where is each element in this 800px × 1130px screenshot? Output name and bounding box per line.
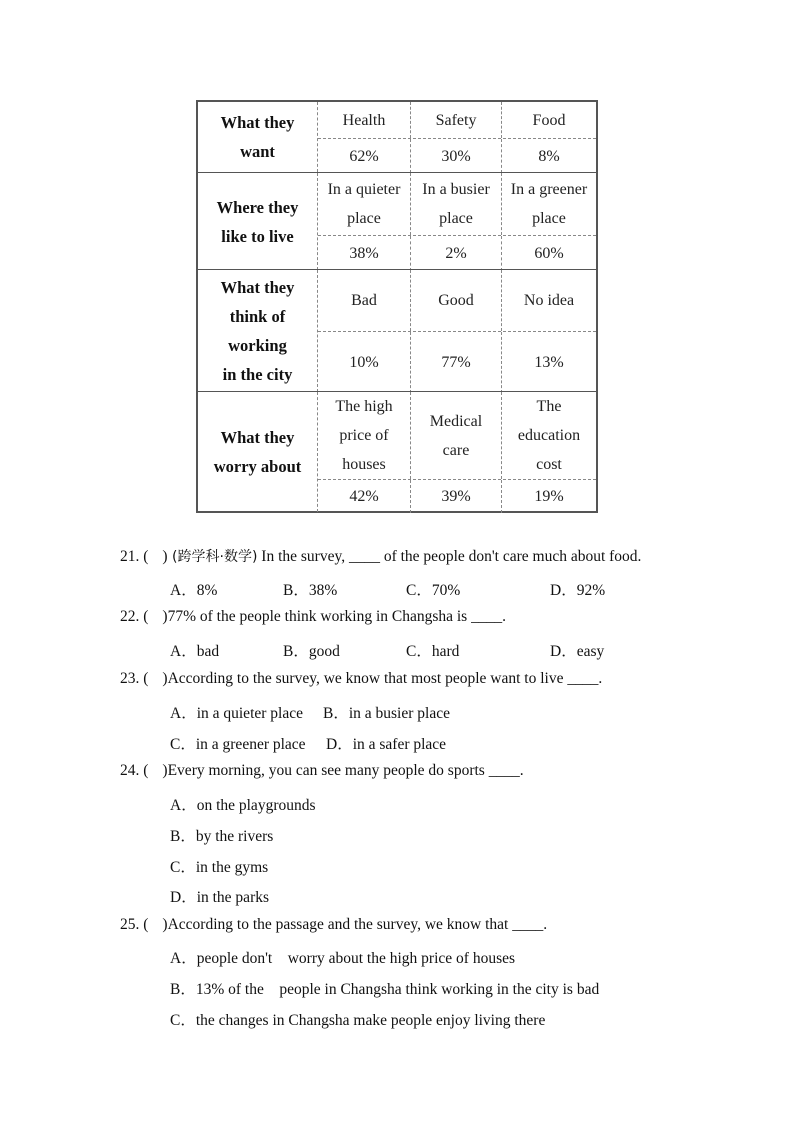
value-cell: 2%: [411, 236, 502, 271]
value-cells: [318, 479, 596, 513]
header-cell: The education cost: [517, 398, 581, 473]
option-c[interactable]: C．in a greener place: [170, 736, 306, 753]
option-a[interactable]: A．8%: [170, 582, 218, 599]
value-cell: 38%: [318, 236, 411, 271]
option-a[interactable]: A．in a quieter place: [170, 705, 303, 722]
option-b[interactable]: B．by the rivers: [170, 828, 274, 845]
value-cells: [318, 235, 596, 271]
paren-close: ): [162, 608, 168, 625]
table-section-what-they-want: [198, 102, 596, 172]
question-22: [120, 608, 506, 626]
question-number: 21. (: [120, 548, 149, 565]
option-b[interactable]: B．13% of the people in Changsha think working in the city is bad: [170, 981, 600, 998]
option-c[interactable]: C．the changes in Changsha make people enjoy living there: [170, 1012, 546, 1029]
option-b[interactable]: B．in a busier place: [323, 705, 450, 722]
header-cell: In a greener place: [510, 181, 588, 227]
value-cell: 39%: [411, 480, 502, 513]
question-text: Every morning, you can see many people do sports ____.: [167, 762, 524, 779]
question-number: 24. (: [120, 762, 149, 779]
header-cell: Bad: [318, 270, 411, 331]
question-text: In the survey, ____ of the people don't care much about food.: [257, 548, 642, 565]
header-cell: In a busier place: [411, 173, 502, 235]
question-number: 22. (: [120, 608, 149, 625]
value-cell: 19%: [534, 488, 564, 505]
value-cell: 13%: [534, 354, 564, 371]
question-21: [120, 546, 641, 566]
option-a[interactable]: A．on the playgrounds: [170, 797, 316, 814]
value-cell: 60%: [534, 245, 564, 262]
option-a[interactable]: A．bad: [170, 643, 220, 660]
option-c[interactable]: C．70%: [406, 582, 461, 599]
paren-close: ): [162, 916, 168, 933]
value-cells: [318, 331, 596, 393]
value-cell: 8%: [538, 147, 560, 165]
row-label: Where they like to live: [198, 173, 318, 270]
option-b[interactable]: B．good: [283, 643, 340, 660]
option-d[interactable]: D．in a safer place: [326, 736, 447, 753]
value-cell: 77%: [411, 332, 502, 393]
paren-close: ): [162, 670, 168, 687]
header-cells: [318, 392, 596, 479]
value-cell: 30%: [411, 139, 502, 173]
option-d[interactable]: D．in the parks: [170, 889, 270, 906]
header-cells: [318, 270, 596, 331]
question-text: According to the passage and the survey, we know that ____.: [167, 916, 548, 933]
header-cell: Safety: [411, 102, 502, 138]
table-section-where-they-like-to-live: [198, 172, 596, 270]
question-number: 25. (: [120, 916, 149, 933]
question-24: [120, 762, 524, 780]
header-cells: [318, 173, 596, 235]
question-23: [120, 670, 602, 688]
question-number: 23. (: [120, 670, 149, 687]
value-cells: [318, 138, 596, 173]
question-text: 77% of the people think working in Changsha is ____.: [167, 608, 506, 625]
option-d[interactable]: D．easy: [550, 643, 605, 660]
row-label: What they think of working in the city: [198, 270, 318, 392]
question-25: [120, 916, 547, 934]
table-section-worry-about: [198, 391, 596, 512]
survey-table: [196, 100, 598, 513]
option-c[interactable]: C．in the gyms: [170, 859, 269, 876]
option-b[interactable]: B．38%: [283, 582, 338, 599]
header-cell: No idea: [523, 292, 575, 309]
option-c[interactable]: C．hard: [406, 643, 460, 660]
paren-close: ): [162, 762, 168, 779]
value-cell: 42%: [318, 480, 411, 513]
value-cell: 62%: [318, 139, 411, 173]
row-label: What they worry about: [198, 392, 318, 512]
header-cell: In a quieter place: [318, 173, 411, 235]
question-text: According to the survey, we know that most people want to live ____.: [167, 670, 603, 687]
header-cell: Food: [532, 111, 566, 129]
paren-close: ): [162, 548, 168, 565]
header-cell: Good: [411, 270, 502, 331]
row-label: What they want: [198, 102, 318, 172]
subject-tag: (跨学科·数学): [167, 549, 258, 565]
header-cells: [318, 102, 596, 138]
value-cell: 10%: [318, 332, 411, 393]
header-cell: Health: [318, 102, 411, 138]
option-a[interactable]: A．people don't worry about the high price of houses: [170, 950, 516, 967]
header-cell: The high price of houses: [318, 392, 411, 479]
table-section-working-in-city: [198, 269, 596, 392]
option-d[interactable]: D．92%: [550, 582, 606, 599]
header-cell: Medical care: [411, 392, 502, 479]
